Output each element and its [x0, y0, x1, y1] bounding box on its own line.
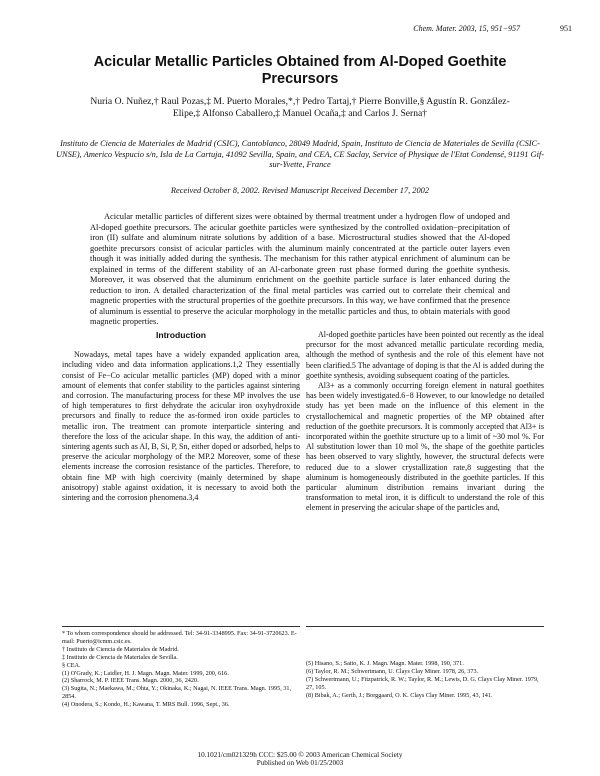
page-footer — [0, 751, 600, 768]
footnote-rule-right — [306, 626, 544, 627]
reference: (5) Hisano, S.; Saito, K. J. Magn. Magn. Mater. 1998, 190, 371. — [306, 660, 464, 667]
affiliations: Instituto de Ciencia de Materiales de Madrid (CSIC), Cantoblanco, 28049 Madrid, Spain, Instituto de Ciencia de Materiales de Sevilla (CSIC-UNSE), Americo Vespucio s/n, Isla de La Cartuja, 41092 Sevilla, Spain, and CEA, CE Saclay, Service of Physique de l'Etat Condensé, 91191 Gif-sur-Yvette, France — [55, 139, 545, 170]
footnote: § CEA. — [62, 661, 81, 669]
reference: (7) Schwertmann, U.; Fitzpatrick, R. W.; Taylor, R. M.; Lewis, D. G. Clays Clay Miner. 1979, 27, 105. — [306, 675, 539, 691]
published-line: Published on Web 01/25/2003 — [256, 759, 344, 768]
footnote: * To whom correspondence should be addressed. Tel: 34-91-3348995. Fax: 34-91-3720623. E-mail: Puerto@icmm.csic.es. — [62, 630, 297, 645]
paragraph: Al3+ as a commonly occurring foreign element in natural goethites has been widely investigated.6−8 However, to our knowledge no detailed study has yet been made on the influence of this element in the crystallochemical and magnetic properties of the MP obtained after reduction of the goethite precursors. It is commonly accepted that Al3+ is incorporated within the goethite structure up to a limit of ~30 mol %. For Al substitution lower than 10 mol %, the shape of the goethite particles has been observed to vary slightly, however, the structural defects were reduced due to a slower crystallization rate,8 suggesting that the aluminum is homogeneously distributed in the goethite particles. If this particular aluminum distribution remains invariant during the transformation to metal iron, it is difficult to understand the role of this element in preserving the acicular shape of the particles and, — [306, 381, 544, 513]
abstract — [90, 212, 510, 328]
page-number: 951 — [560, 24, 572, 33]
reference: (2) Sharrock, M. P. IEEE Trans. Magn. 2000, 36, 2420. — [62, 677, 199, 685]
article-title: Acicular Metallic Particles Obtained from Al-Doped Goethite Precursors — [93, 54, 507, 87]
reference: (6) Taylor, R. M.; Schwertmann, U. Clays Clay Miner. 1978, 26, 373. — [306, 667, 479, 675]
journal-citation: Chem. Mater. 2003, 15, 951−957 — [413, 24, 520, 33]
footnotes-right — [306, 660, 544, 700]
section-heading-introduction: Introduction — [155, 330, 207, 340]
reference: (3) Sugita, N.; Maekawa, M.; Ohta, Y.; Okinaka, K.; Nagai, N. IEEE Trans. Magn. 1995, 31, 2854. — [62, 685, 292, 701]
abstract-text: Acicular metallic particles of different sizes were obtained by thermal treatment under a hydrogen flow of undoped and Al-doped goethite precursors. The acicular goethite particles were synthesized by the controlled oxidation−precipitation of iron (II) sulfate and aluminum nitrate solutions by addition of a base. Microstructural studies showed that the Al-doped goethite precursors consist of acicular particles with the aluminum mainly concentrated at the particle outer layers even though it was initially added during the synthesis. The mechanism for this rather atypical enrichment of aluminum can be explained in terms of the different stability of an Al-carbonate green rust phase formed during the goethite synthesis. Moreover, it was observed that the aluminum enrichment on the goethite particle surface is later enhanced during the reduction to iron. A detailed characterization of the final metal particles was carried out to correlate their chemical and magnetic properties with the structural properties of the goethite precursors. In this way, we have confirmed that the presence of aluminum is essential to preserve the acicular morphology in the metallic particles and thus, to obtain materials with good magnetic properties. — [90, 212, 510, 326]
footnote: † Instituto de Ciencia de Materiales de Madrid. — [62, 645, 179, 653]
paragraph: Al-doped goethite particles have been pointed out recently as the ideal precursor for the most advanced metallic particulate recording media, although the method of synthesis and the role of this element have not been clarified.5 The advantage of doping is that the Al is added during the goethite synthesis, avoiding subsequent coating of the particles. — [306, 330, 544, 380]
doi-line: 10.1021/cm021329h CCC: $25.00 © 2003 American Chemical Society — [197, 751, 403, 759]
author-list: Nuria O. Nuñez,† Raul Pozas,‡ M. Puerto Morales,*,† Pedro Tartaj,† Pierre Bonville,§ Agustín R. González-Elipe,‡ Alfonso Caballero,‡ Manuel Ocaña,‡ and Carlos J. Serna† — [90, 96, 510, 119]
footnotes-left — [62, 630, 300, 709]
left-column — [62, 330, 300, 503]
footnote-rule-left — [62, 626, 300, 627]
reference: (1) O'Grady, K.; Laidler, H. J. Magn. Magn. Mater. 1999, 200, 616. — [62, 669, 229, 677]
footnote: ‡ Instituto de Ciencia de Materiales de Sevilla. — [62, 653, 178, 661]
right-column — [306, 330, 544, 514]
reference: (4) Onodera, S.; Kondo, H.; Kawana, T. MRS Bull. 1996, Sept., 36. — [62, 701, 230, 709]
paragraph: Nowadays, metal tapes have a widely expanded application area, including video and data information applications.1,2 They essentially consist of Fe−Co acicular metallic particles (MP) doped with a minor amount of elements that confer stability to the particles against sintering and corrosion. The manufacturing process for these MP involves the use of high temperatures to first dehydrate the acicular iron oxyhydroxide precursors and finally to reduce the as-formed iron oxide particles to metallic iron. The treatment can promote interparticle sintering and therefore the loss of the acicular shape. In this way, the addition of anti-sintering agents such as Al, B, Si, P, Sn, either doped or adsorbed, helps to preserve the acicular morphology of the MP.2 Moreover, some of these elements increase the corrosion resistance of the particles. Therefore, to obtain fine MP with high coercivity (mainly determined by shape anisotropy) stable against oxidation, it is necessary to avoid both the sintering and the corrosion phenomena.3,4 — [62, 350, 300, 503]
reference: (8) Bibak, A.; Gerth, J.; Borggaard, O. K. Clays Clay Miner. 1995, 43, 141. — [306, 691, 493, 699]
received-dates: Received October 8, 2002. Revised Manuscript Received December 17, 2002 — [170, 186, 430, 195]
